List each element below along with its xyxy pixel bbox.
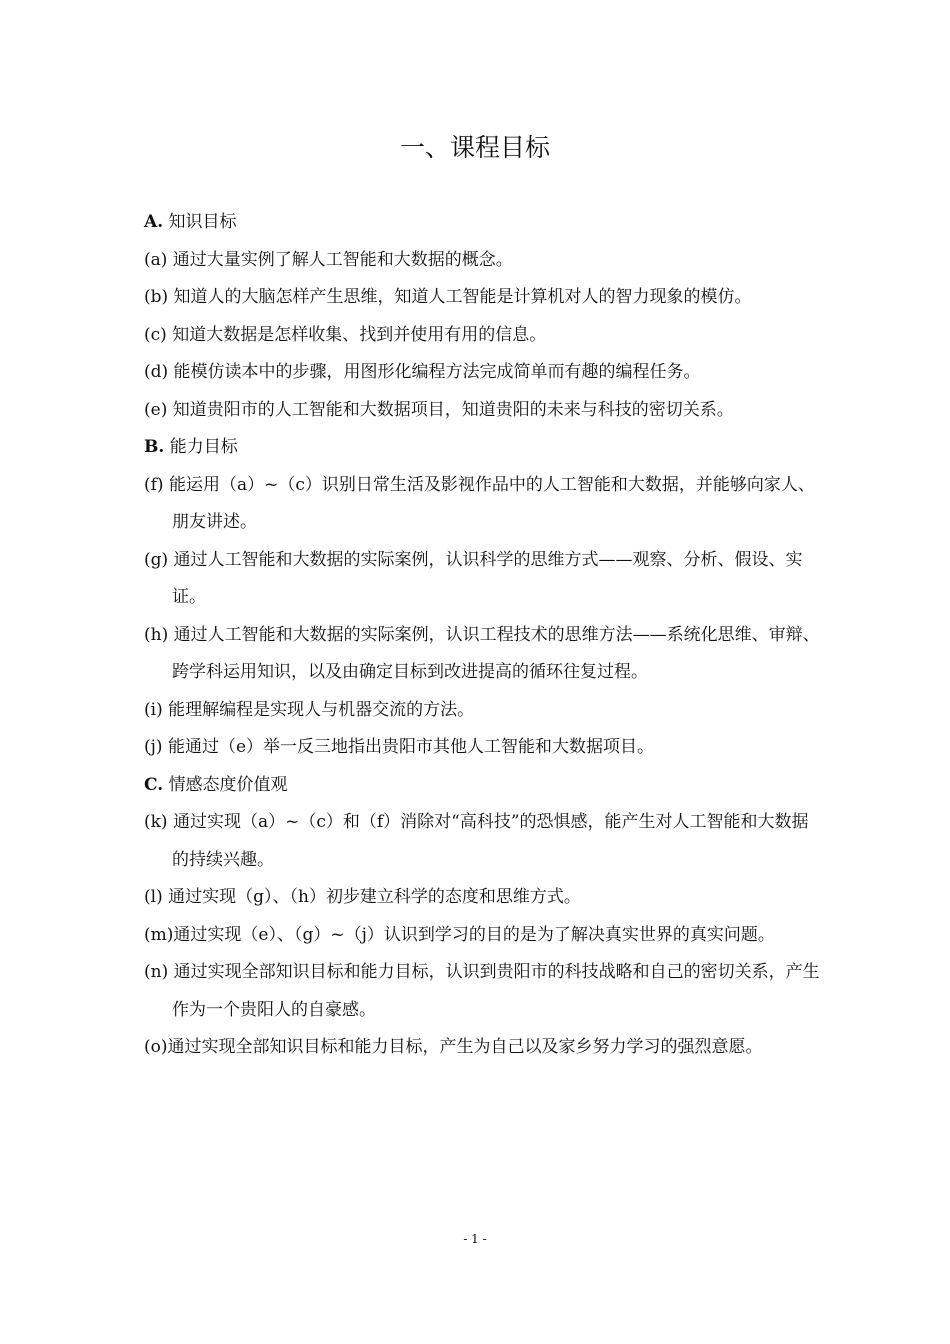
item-label: (h) [144,624,169,645]
page-number: - 1 - [463,1232,487,1246]
item-label: (n) [144,962,169,982]
page-title: 一、课程目标 [399,133,550,162]
list-item [144,279,824,317]
section-label: C. [144,774,164,795]
list-item [144,692,824,730]
item-text: 能模仿读本中的步骤，用图形化编程方法完成简单而有趣的编程任务。 [168,362,701,382]
item-text: 知道人的大脑怎样产生思维，知道人工智能是计算机对人的智力现象的模仿。 [168,287,752,307]
list-item [144,879,824,917]
list-item [144,804,824,879]
item-text: 能运用（a）~（c）识别日常生活及影视作品中的人工智能和大数据，并能够向家人、朋友讲述。 [163,474,815,532]
item-text: 通过实现（a）~（c）和（f）消除对“高科技”的恐惧感，能产生对人工智能和大数据的持续兴趣。 [167,812,809,870]
item-text: 能通过（e）举一反三地指出贵阳市其他人工智能和大数据项目。 [162,737,655,757]
item-label: (g) [144,549,169,570]
list-item [144,467,824,542]
item-label: (l) [144,887,163,907]
item-text: 通过人工智能和大数据的实际案例，认识科学的思维方式——观察、分析、假设、实证。 [168,549,803,607]
item-label: (i) [144,699,163,720]
section-heading-knowledge [144,204,824,242]
item-label: (d) [144,362,169,382]
item-text: 通过实现全部知识目标和能力目标，产生为自己以及家乡努力学习的强烈意愿。 [167,1037,763,1057]
item-label: (j) [144,737,163,757]
list-item [144,317,824,355]
list-item [144,542,824,617]
item-label: (a) [144,249,168,270]
list-item [144,954,824,1029]
item-text: 通过实现（g）、（h）初步建立科学的态度和思维方式。 [162,887,581,907]
section-label: B. [144,437,165,457]
item-label: (b) [144,287,169,307]
item-label: (f) [144,474,164,495]
item-label: (k) [144,812,168,832]
item-label: (e) [144,399,168,420]
section-title: 知识目标 [163,212,237,232]
item-text: 知道贵阳市的人工智能和大数据项目，知道贵阳的未来与科技的密切关系。 [167,399,734,420]
item-text: 通过实现（e）、（g）~（j）认识到学习的目的是为了解决真实世界的真实问题。 [173,924,775,945]
section-label: A. [144,212,164,232]
list-item [144,392,824,430]
course-objectives [144,204,824,1067]
item-label: (m) [144,924,174,945]
list-item [144,729,824,767]
item-label: (o) [144,1037,168,1057]
section-title: 情感态度价值观 [163,774,288,795]
list-item [144,354,824,392]
item-text: 知道大数据是怎样收集、找到并使用有用的信息。 [166,324,547,345]
item-text: 通过实现全部知识目标和能力目标，认识到贵阳市的科技战略和自己的密切关系，产生作为一个贵阳人的自豪感。 [168,962,820,1020]
section-heading-ability [144,429,824,467]
item-text: 通过大量实例了解人工智能和大数据的概念。 [167,249,513,270]
section-title: 能力目标 [164,437,238,457]
section-heading-attitude [144,767,824,805]
list-item [144,242,824,280]
list-item [144,917,824,955]
item-label: (c) [144,324,167,345]
list-item [144,1029,824,1067]
item-text: 通过人工智能和大数据的实际案例，认识工程技术的思维方法——系统化思维、审辩、跨学科运用知识，以及由确定目标到改进提高的循环往复过程。 [168,624,820,682]
item-text: 能理解编程是实现人与机器交流的方法。 [162,699,475,720]
list-item [144,617,824,692]
